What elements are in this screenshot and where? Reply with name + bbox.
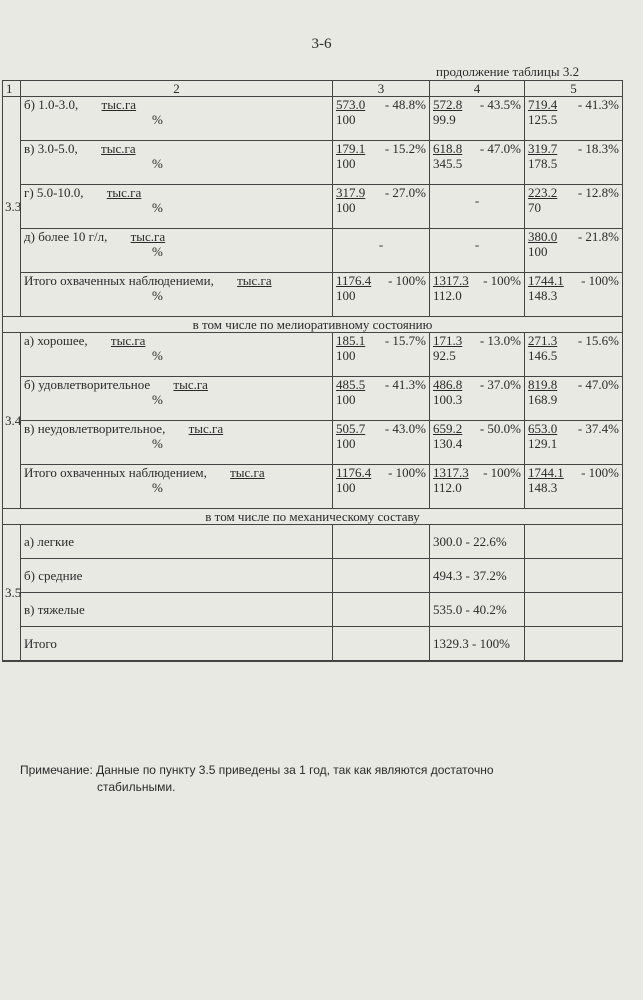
value-top [528, 273, 619, 288]
header-row [3, 81, 623, 97]
value-top [336, 465, 426, 480]
col4-cell [430, 273, 525, 317]
header-cell-4: 4 [430, 81, 525, 97]
row-label-text: д) более 10 г/л, [24, 229, 111, 244]
abs-value: 618.8 [433, 141, 463, 156]
mechanical-row [3, 593, 623, 627]
share-percent: - [474, 193, 480, 208]
table-bottom-border [3, 661, 623, 662]
share-percent: - 18.3% [577, 141, 619, 156]
salinity-row [3, 141, 623, 185]
col5-cell [525, 141, 623, 185]
unit-label: тыс.га [230, 465, 265, 480]
abs-value: 271.3 [528, 333, 558, 348]
index-value: 100 [336, 436, 356, 451]
row-label-text: в) неудовлетворительное, [24, 421, 169, 436]
share-percent: - 41.3% [384, 377, 426, 392]
header-cell-3: 3 [333, 81, 430, 97]
value-top [433, 273, 521, 288]
share-percent: - 15.6% [577, 333, 619, 348]
index-value: 100 [336, 156, 356, 171]
value-top [528, 421, 619, 436]
index-value: 130.4 [433, 436, 463, 451]
abs-value: 1317.3 [433, 465, 469, 480]
mechanical-label: б) средние [21, 559, 333, 593]
share-percent: - [378, 237, 384, 252]
table-continuation-caption: продолжение таблицы 3.2 [436, 64, 580, 79]
mechanical-label: в) тяжелые [21, 593, 333, 627]
header-cell-2: 2 [21, 81, 333, 97]
unit-label: тыс.га [110, 333, 146, 348]
mechanical-row [3, 559, 623, 593]
abs-value: 319.7 [528, 141, 558, 156]
value-top [433, 141, 521, 156]
share-percent: - 15.7% [384, 333, 426, 348]
col4-cell [430, 333, 525, 377]
percent-label: % [152, 288, 163, 303]
col3-cell [333, 593, 430, 627]
share-percent: - 43.5% [479, 97, 521, 112]
share-percent: - [474, 237, 480, 252]
col3-cell [333, 273, 430, 317]
share-percent: - 15.2% [384, 141, 426, 156]
row-label-text: Итого охваченных наблюдением, [24, 465, 211, 480]
index-value: 100 [336, 480, 356, 495]
col4-cell: 494.3 - 37.2% [430, 559, 525, 593]
col4-cell [430, 141, 525, 185]
abs-value: 573.0 [336, 97, 366, 112]
section-melioration [3, 317, 623, 333]
percent-label: % [152, 156, 163, 171]
percent-label: % [152, 436, 163, 451]
index-value: 178.5 [528, 156, 558, 171]
col5-cell [525, 627, 623, 661]
col5-cell [525, 421, 623, 465]
value-top [336, 377, 426, 392]
row-label [24, 229, 329, 244]
unit-label: тыс.га [130, 229, 166, 244]
row-label [24, 377, 329, 392]
page-number: 3-6 [311, 36, 332, 52]
row-label [24, 273, 329, 288]
col3-cell [333, 377, 430, 421]
salinity-row [3, 273, 623, 317]
unit-label: тыс.га [173, 377, 208, 392]
share-percent: - 41.3% [577, 97, 619, 112]
index-value: 168.9 [528, 392, 558, 407]
index-value: 100.3 [433, 392, 463, 407]
index-value: 112.0 [433, 288, 462, 303]
col4-cell [430, 185, 525, 229]
salinity-row [3, 97, 623, 141]
index-value: 125.5 [528, 112, 558, 127]
share-percent: - 100% [388, 465, 426, 480]
col4-cell: 535.0 - 40.2% [430, 593, 525, 627]
value-top [528, 185, 619, 200]
footnote-line-2: стабильными. [97, 780, 176, 794]
value-top [336, 185, 426, 200]
col4-cell [430, 377, 525, 421]
abs-value: 1744.1 [528, 465, 564, 480]
abs-value: 486.8 [433, 377, 463, 392]
index-value: 112.0 [433, 480, 462, 495]
row-label [24, 421, 329, 436]
col3-cell [333, 333, 430, 377]
value-top [528, 333, 619, 348]
row-label [24, 465, 329, 480]
row-label [24, 333, 329, 348]
abs-value: 179.1 [336, 141, 366, 156]
col3-cell [333, 627, 430, 661]
group-number: 3.4 [3, 333, 21, 509]
value-top [336, 333, 426, 348]
col3-cell [333, 525, 430, 559]
melioration-row [3, 421, 623, 465]
melioration-label-cell [21, 421, 333, 465]
index-value: 100 [336, 112, 356, 127]
melioration-row [3, 465, 623, 509]
share-percent: - 12.8% [577, 185, 619, 200]
percent-label: % [152, 480, 163, 495]
melioration-label-cell [21, 465, 333, 509]
abs-value: 659.2 [433, 421, 463, 436]
col3-cell [333, 465, 430, 509]
share-percent: - 50.0% [479, 421, 521, 436]
col4-cell: 300.0 - 22.6% [430, 525, 525, 559]
percent-label: % [152, 244, 163, 259]
share-percent: - 47.0% [479, 141, 521, 156]
share-percent: - 100% [581, 465, 619, 480]
salinity-label-cell [21, 185, 333, 229]
melioration-row [3, 333, 623, 377]
col5-cell [525, 333, 623, 377]
mechanical-label: а) легкие [21, 525, 333, 559]
value-top [528, 377, 619, 392]
share-percent: - 37.4% [577, 421, 619, 436]
col3-cell [333, 97, 430, 141]
value-top [433, 465, 521, 480]
value-top [433, 421, 521, 436]
abs-value: 185.1 [336, 333, 366, 348]
value-top [433, 377, 521, 392]
index-value: 100 [528, 244, 548, 259]
salinity-row [3, 185, 623, 229]
col4-cell [430, 97, 525, 141]
col5-cell [525, 377, 623, 421]
abs-value: 485.5 [336, 377, 366, 392]
abs-value: 819.8 [528, 377, 558, 392]
section-mechanical [3, 509, 623, 525]
value-top [433, 229, 521, 252]
col5-cell [525, 273, 623, 317]
melioration-label-cell [21, 333, 333, 377]
col5-cell [525, 229, 623, 273]
header-cell-1: 1 [3, 81, 21, 97]
value-top [336, 273, 426, 288]
percent-label: % [152, 348, 163, 363]
melioration-label-cell [21, 377, 333, 421]
abs-value: 1317.3 [433, 273, 469, 288]
unit-label: тыс.га [101, 97, 137, 112]
row-label-text: б) удовлетворительное [24, 377, 154, 392]
header-cell-5: 5 [525, 81, 623, 97]
salinity-label-cell [21, 97, 333, 141]
share-percent: - 37.0% [479, 377, 521, 392]
abs-value: 1176.4 [336, 273, 372, 288]
value-top [528, 141, 619, 156]
data-table [2, 80, 623, 662]
index-value: 100 [336, 288, 356, 303]
col5-cell [525, 97, 623, 141]
index-value: 70 [528, 200, 541, 215]
col3-cell [333, 185, 430, 229]
value-top [433, 185, 521, 208]
share-percent: - 13.0% [479, 333, 521, 348]
index-value: 146.5 [528, 348, 558, 363]
section-heading: в том числе по мелиоративному состоянию [3, 317, 623, 333]
salinity-row [3, 229, 623, 273]
share-percent: - 27.0% [384, 185, 426, 200]
col5-cell [525, 525, 623, 559]
col5-cell [525, 559, 623, 593]
percent-label: % [152, 112, 163, 127]
table-bottom-cell [3, 661, 623, 662]
row-label-text: в) 3.0-5.0, [24, 141, 82, 156]
group-number: 3.5 [3, 525, 21, 661]
abs-value: 317.9 [336, 185, 366, 200]
value-top [528, 97, 619, 112]
col3-cell [333, 421, 430, 465]
abs-value: 1744.1 [528, 273, 564, 288]
mechanical-row [3, 525, 623, 559]
unit-label: тыс.га [237, 273, 272, 288]
index-value: 345.5 [433, 156, 463, 171]
share-percent: - 43.0% [384, 421, 426, 436]
unit-label: тыс.га [106, 185, 142, 200]
col4-cell [430, 421, 525, 465]
share-percent: - 100% [581, 273, 619, 288]
row-label-text: б) 1.0-3.0, [24, 97, 82, 112]
abs-value: 223.2 [528, 185, 558, 200]
value-top [433, 97, 521, 112]
abs-value: 171.3 [433, 333, 463, 348]
col5-cell [525, 185, 623, 229]
row-label [24, 141, 329, 156]
index-value: 148.3 [528, 480, 558, 495]
footnote-line-1: Примечание: Данные по пункту 3.5 приведены за 1 год, так как являются достаточно [20, 763, 494, 777]
row-label-text: Итого охваченных наблюдениеми, [24, 273, 218, 288]
share-percent: - 47.0% [577, 377, 619, 392]
table-body [3, 81, 623, 662]
share-percent: - 100% [483, 465, 521, 480]
abs-value: 653.0 [528, 421, 558, 436]
share-percent: - 21.8% [577, 229, 619, 244]
salinity-label-cell [21, 229, 333, 273]
index-value: 100 [336, 392, 356, 407]
value-top [433, 333, 521, 348]
abs-value: 380.0 [528, 229, 558, 244]
col4-cell [430, 465, 525, 509]
row-label [24, 97, 329, 112]
col5-cell [525, 465, 623, 509]
percent-label: % [152, 392, 163, 407]
abs-value: 1176.4 [336, 465, 372, 480]
row-label [24, 185, 329, 200]
col3-cell [333, 141, 430, 185]
index-value: 100 [336, 348, 356, 363]
mechanical-label: Итого [21, 627, 333, 661]
value-top [336, 97, 426, 112]
share-percent: - 100% [483, 273, 521, 288]
melioration-row [3, 377, 623, 421]
row-label-text: г) 5.0-10.0, [24, 185, 87, 200]
group-number: 3.3 [3, 97, 21, 317]
index-value: 92.5 [433, 348, 456, 363]
section-heading: в том числе по механическому составу [3, 509, 623, 525]
abs-value: 572.8 [433, 97, 463, 112]
col3-cell [333, 229, 430, 273]
abs-value: 505.7 [336, 421, 366, 436]
salinity-label-cell [21, 141, 333, 185]
footnote [20, 762, 625, 796]
unit-label: тыс.га [101, 141, 136, 156]
salinity-label-cell [21, 273, 333, 317]
abs-value: 719.4 [528, 97, 558, 112]
col4-cell: 1329.3 - 100% [430, 627, 525, 661]
index-value: 148.3 [528, 288, 558, 303]
value-top [336, 229, 426, 252]
share-percent: - 100% [388, 273, 426, 288]
value-top [336, 141, 426, 156]
index-value: 100 [336, 200, 356, 215]
col4-cell [430, 229, 525, 273]
index-value: 99.9 [433, 112, 456, 127]
col3-cell [333, 559, 430, 593]
mechanical-row [3, 627, 623, 661]
value-top [336, 421, 426, 436]
value-top [528, 229, 619, 244]
index-value: 129.1 [528, 436, 558, 451]
row-label-text: а) хорошее, [24, 333, 91, 348]
share-percent: - 48.8% [384, 97, 426, 112]
col5-cell [525, 593, 623, 627]
percent-label: % [152, 200, 163, 215]
unit-label: тыс.га [188, 421, 224, 436]
value-top [528, 465, 619, 480]
